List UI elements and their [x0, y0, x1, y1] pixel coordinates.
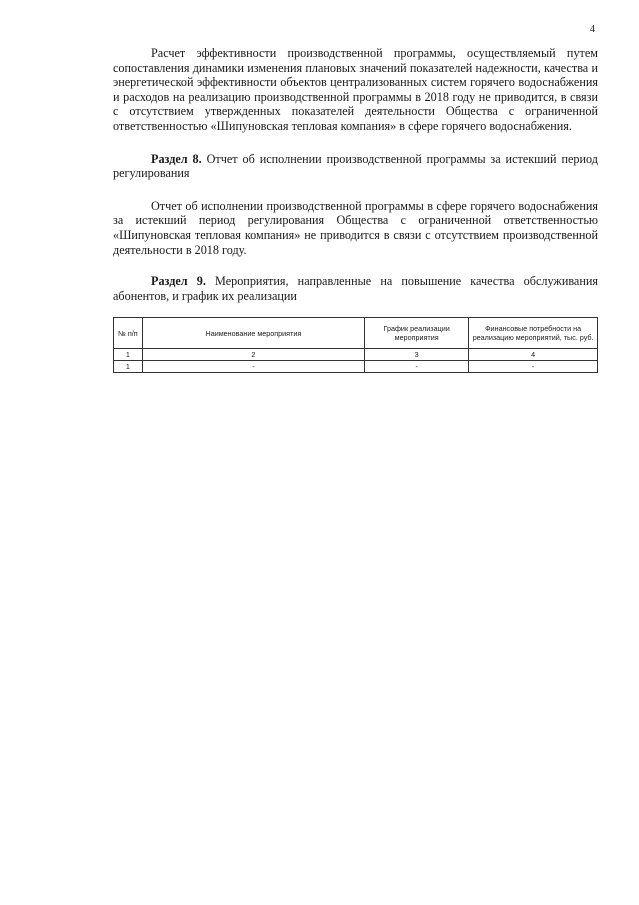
section-8-title: Отчет об исполнении производственной программы за истекший период регулирования	[113, 151, 598, 181]
cell-name: -	[142, 361, 364, 373]
scan-mark: .	[118, 832, 119, 837]
efficiency-paragraph: Расчет эффективности производственной программы, осуществляемый путем сопоставления динамики изменения плановых значений показателей надежности, качества и энергетической эффективности объектов централизованных систем горячего водоснабжения и расходов на реализацию производственной программы в 2018 году не приводится, в связи с отсутствием утвержденных показателей деятельности Общества с ограниченной ответственностью «Шипуновская тепловая компания» в сфере горячего водоснабжения.	[113, 46, 598, 133]
section-8-heading	[113, 152, 598, 181]
section-9-label: Раздел 9.	[151, 274, 206, 289]
cell-schedule: -	[365, 361, 469, 373]
cell-finance: -	[469, 361, 598, 373]
page-number: 4	[590, 24, 595, 35]
header-finance: Финансовые потребности на реализацию мероприятий, тыс. руб.	[469, 318, 598, 349]
cell-name: 2	[142, 349, 364, 361]
header-schedule: График реализации мероприятия	[365, 318, 469, 349]
measures-table	[113, 317, 598, 373]
section-9-heading	[113, 274, 598, 303]
section-9-title: Мероприятия, направленные на повышение качества обслуживания абонентов, и график их реализации	[113, 274, 598, 303]
report-paragraph: Отчет об исполнении производственной программы в сфере горячего водоснабжения за истекший период регулирования Общества с ограниченной ответственностью «Шипуновская тепловая компания» не приводится в связи с отсутствием производственной деятельности в 2018 году.	[113, 198, 598, 257]
section-8-label: Раздел 8.	[151, 151, 202, 166]
table-header-row	[114, 318, 598, 349]
cell-num: 1	[114, 349, 143, 361]
header-name: Наименование мероприятия	[142, 318, 364, 349]
document-body	[113, 40, 598, 373]
header-num: № п/п	[114, 318, 143, 349]
cell-num: 1	[114, 361, 143, 373]
cell-finance: 4	[469, 349, 598, 361]
table-row	[114, 349, 598, 361]
table-row	[114, 361, 598, 373]
cell-schedule: 3	[365, 349, 469, 361]
